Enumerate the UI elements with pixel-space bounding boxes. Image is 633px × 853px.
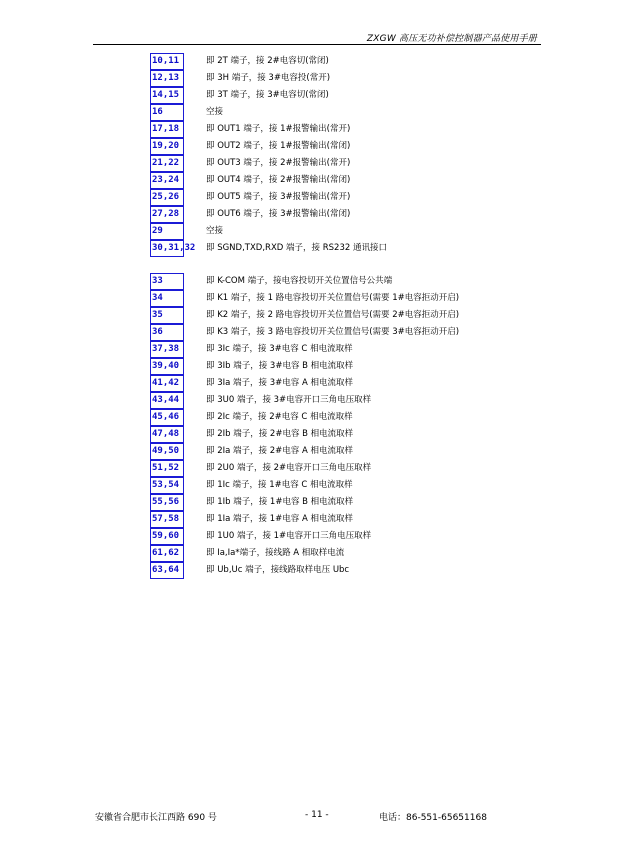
terminal-description: 即 OUT1 端子，接 1#报警输出(常开) — [206, 124, 351, 134]
terminal-description: 即 1U0 端子，接 1#电容开口三角电压取样 — [206, 531, 372, 541]
terminal-number: 45,46 — [150, 409, 184, 426]
terminal-number: 59,60 — [150, 528, 184, 545]
terminal-number: 37,38 — [150, 341, 184, 358]
terminal-row — [150, 240, 387, 257]
terminal-row — [150, 460, 459, 477]
terminal-description: 即 K1 端子，接 1 路电容投切开关位置信号(需要 1#电容拒动开启) — [206, 293, 460, 303]
terminal-description: 即 K-COM 端子，接电容投切开关位置信号公共端 — [206, 276, 393, 286]
terminal-row — [150, 477, 459, 494]
terminal-row — [150, 324, 459, 341]
terminal-row — [150, 426, 459, 443]
terminal-number: 30,31,32 — [150, 240, 184, 257]
terminal-number: 17,18 — [150, 121, 184, 138]
terminal-row — [150, 528, 459, 545]
terminal-row — [150, 511, 459, 528]
terminal-description: 即 SGND,TXD,RXD 端子，接 RS232 通讯接口 — [206, 243, 387, 253]
terminal-number: 57,58 — [150, 511, 184, 528]
terminal-number: 53,54 — [150, 477, 184, 494]
terminal-row — [150, 206, 387, 223]
terminal-row — [150, 307, 459, 324]
terminal-description: 即 1Ic 端子，接 1#电容 C 相电流取样 — [206, 480, 353, 490]
terminal-number: 27,28 — [150, 206, 184, 223]
terminal-description: 即 Ia,Ia*端子，接线路 A 相取样电流 — [206, 548, 345, 558]
terminal-row — [150, 443, 459, 460]
terminal-description: 即 OUT2 端子，接 1#报警输出(常闭) — [206, 141, 351, 151]
header-title: ZXGW 高压无功补偿控制器产品使用手册 — [366, 34, 537, 44]
terminal-number: 10,11 — [150, 53, 184, 70]
terminal-description: 即 2U0 端子，接 2#电容开口三角电压取样 — [206, 463, 372, 473]
terminal-number: 25,26 — [150, 189, 184, 206]
footer-phone: 电话：86-551-65651168 — [379, 813, 487, 823]
terminal-description: 即 OUT3 端子，接 2#报警输出(常开) — [206, 158, 351, 168]
terminal-row — [150, 87, 387, 104]
terminal-row — [150, 409, 459, 426]
terminal-description: 即 K2 端子，接 2 路电容投切开关位置信号(需要 2#电容拒动开启) — [206, 310, 460, 320]
terminal-number: 55,56 — [150, 494, 184, 511]
terminal-description: 即 3Ib 端子，接 3#电容 B 相电流取样 — [206, 361, 354, 371]
terminal-number: 63,64 — [150, 562, 184, 579]
terminal-description: 即 2Ia 端子，接 2#电容 A 相电流取样 — [206, 446, 353, 456]
terminal-description: 即 3Ic 端子，接 3#电容 C 相电流取样 — [206, 344, 353, 354]
terminal-description: 即 3T 端子，接 3#电容切(常闭) — [206, 90, 329, 100]
terminal-row — [150, 53, 387, 70]
terminal-description: 空接 — [206, 107, 224, 117]
terminal-table-1 — [150, 53, 387, 257]
terminal-description: 即 3U0 端子，接 3#电容开口三角电压取样 — [206, 395, 372, 405]
terminal-row — [150, 223, 387, 240]
terminal-row — [150, 121, 387, 138]
header-rule — [93, 44, 541, 45]
footer-address: 安徽省合肥市长江西路 690 号 — [95, 813, 217, 823]
terminal-number: 23,24 — [150, 172, 184, 189]
terminal-row — [150, 341, 459, 358]
terminal-row — [150, 104, 387, 121]
terminal-row — [150, 138, 387, 155]
terminal-row — [150, 358, 459, 375]
terminal-row — [150, 290, 459, 307]
terminal-number: 12,13 — [150, 70, 184, 87]
terminal-description: 即 OUT4 端子，接 2#报警输出(常闭) — [206, 175, 351, 185]
terminal-description: 即 OUT6 端子，接 3#报警输出(常闭) — [206, 209, 351, 219]
terminal-description: 即 3H 端子，接 3#电容投(常开) — [206, 73, 331, 83]
terminal-row — [150, 155, 387, 172]
terminal-number: 33 — [150, 273, 184, 290]
terminal-description: 即 OUT5 端子，接 3#报警输出(常开) — [206, 192, 351, 202]
terminal-row — [150, 494, 459, 511]
terminal-number: 43,44 — [150, 392, 184, 409]
terminal-number: 21,22 — [150, 155, 184, 172]
terminal-number: 34 — [150, 290, 184, 307]
terminal-row — [150, 172, 387, 189]
terminal-description: 空接 — [206, 226, 224, 236]
terminal-row — [150, 392, 459, 409]
terminal-row — [150, 545, 459, 562]
terminal-number: 29 — [150, 223, 184, 240]
terminal-description: 即 Ub,Uc 端子，接线路取样电压 Ubc — [206, 565, 350, 575]
terminal-table-2 — [150, 273, 459, 579]
terminal-number: 51,52 — [150, 460, 184, 477]
terminal-row — [150, 562, 459, 579]
terminal-number: 49,50 — [150, 443, 184, 460]
terminal-description: 即 2Ib 端子，接 2#电容 B 相电流取样 — [206, 429, 354, 439]
terminal-number: 39,40 — [150, 358, 184, 375]
terminal-row — [150, 273, 459, 290]
terminal-row — [150, 375, 459, 392]
terminal-number: 19,20 — [150, 138, 184, 155]
terminal-description: 即 K3 端子，接 3 路电容投切开关位置信号(需要 3#电容拒动开启) — [206, 327, 460, 337]
terminal-description: 即 1Ib 端子，接 1#电容 B 相电流取样 — [206, 497, 354, 507]
terminal-number: 36 — [150, 324, 184, 341]
terminal-number: 47,48 — [150, 426, 184, 443]
terminal-description: 即 1Ia 端子，接 1#电容 A 相电流取样 — [206, 514, 353, 524]
terminal-number: 61,62 — [150, 545, 184, 562]
terminal-description: 即 2T 端子，接 2#电容切(常闭) — [206, 56, 329, 66]
terminal-description: 即 3Ia 端子，接 3#电容 A 相电流取样 — [206, 378, 353, 388]
terminal-number: 35 — [150, 307, 184, 324]
terminal-number: 14,15 — [150, 87, 184, 104]
terminal-number: 41,42 — [150, 375, 184, 392]
footer-page-number: - 11 - — [305, 810, 329, 820]
terminal-number: 16 — [150, 104, 184, 121]
terminal-row — [150, 70, 387, 87]
terminal-description: 即 2Ic 端子，接 2#电容 C 相电流取样 — [206, 412, 353, 422]
terminal-row — [150, 189, 387, 206]
